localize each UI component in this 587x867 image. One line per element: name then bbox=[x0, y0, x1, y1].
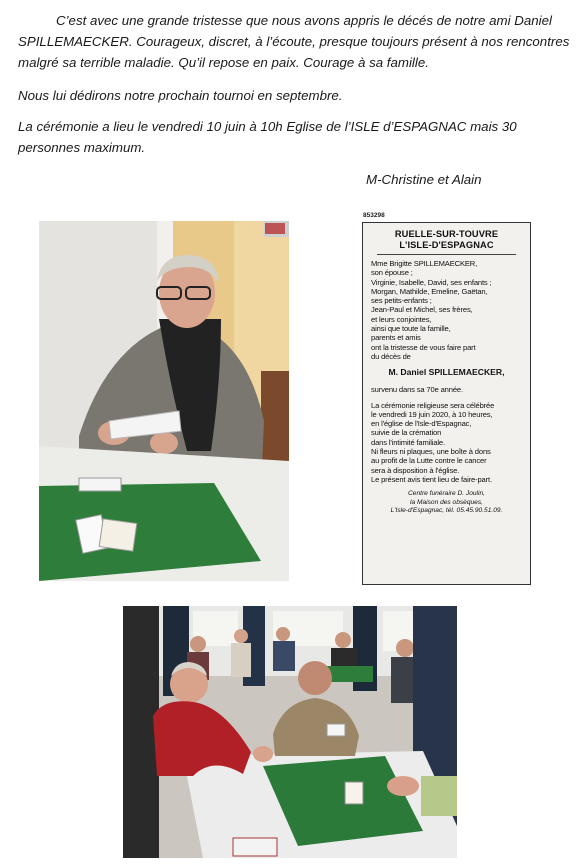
notice-line: et leurs conjointes, bbox=[371, 314, 432, 324]
notice-line: Ni fleurs ni plaques, une boîte à dons bbox=[371, 447, 491, 457]
signature: M-Christine et Alain bbox=[366, 172, 482, 187]
portrait-photo bbox=[39, 221, 289, 581]
notice-line: ainsi que toute la famille, bbox=[371, 324, 451, 334]
notice-reference: 853298 bbox=[363, 212, 385, 219]
funeral-home-line: la Maison des obsèques, bbox=[410, 498, 483, 506]
notice-line: ont la tristesse de vous faire part bbox=[371, 342, 476, 352]
notice-line: sera à disposition à l'église. bbox=[371, 465, 460, 475]
funeral-home-line: Centre funéraire D. Joulin, bbox=[408, 490, 485, 498]
notice-heading-2: L'ISLE-D'ESPAGNAC bbox=[399, 240, 494, 250]
notice-line: Le présent avis tient lieu de faire-part. bbox=[371, 474, 492, 484]
notice-ceremony-details bbox=[371, 401, 522, 485]
funeral-home-line: L'Isle-d'Espagnac, tél. 05.45.90.51.09. bbox=[390, 507, 503, 515]
notice-line: La cérémonie religieuse sera célébrée bbox=[371, 400, 495, 410]
notice-line: du décès de bbox=[371, 351, 411, 361]
notice-line: parents et amis bbox=[371, 333, 421, 343]
notice-divider bbox=[377, 254, 516, 255]
deceased-name: M. Daniel SPILLEMAECKER, bbox=[388, 367, 505, 378]
notice-line: ses petits-enfants ; bbox=[371, 296, 432, 306]
notice-line: en l'église de l'Isle-d'Espagnac, bbox=[371, 419, 472, 429]
notice-family-list bbox=[371, 259, 522, 361]
notice-heading-1: RUELLE-SUR-TOUVRE bbox=[394, 229, 499, 239]
death-notice bbox=[362, 222, 531, 585]
notice-line: Jean-Paul et Michel, ses frères, bbox=[371, 305, 473, 315]
letter-paragraph-3: La cérémonie a lieu le vendredi 10 juin à 10h Eglise de l’ISLE d’ESPAGNAC mais 30 personnes maximum. bbox=[18, 119, 517, 155]
notice-line: suivie de la crémation bbox=[371, 428, 442, 438]
group-photo bbox=[123, 606, 457, 858]
letter-paragraph-1: C’est avec une grande tristesse que nous avons appris le décés de notre ami Daniel SPILLEMAECKER. Courageux, discret, à l’écoute, presque toujours présent à nos rencontres malgré sa terrible maladie. Qu’il repose en paix. Courage à sa famille. bbox=[18, 13, 570, 70]
notice-line: Mme Brigitte SPILLEMAECKER, bbox=[371, 259, 478, 268]
notice-line: son épouse ; bbox=[371, 268, 413, 278]
notice-line: survenu dans sa 70e année. bbox=[371, 385, 463, 395]
notice-line: le vendredi 19 juin 2020, à 10 heures, bbox=[371, 409, 493, 419]
notice-line: Morgan, Mathilde, Emeline, Gaëtan, bbox=[371, 286, 488, 296]
notice-line: Virginie, Isabelle, David, ses enfants ; bbox=[371, 277, 492, 287]
notice-line: au profit de la Lutte contre le cancer bbox=[371, 456, 487, 466]
notice-line: dans l'intimité familiale. bbox=[371, 437, 445, 447]
letter-paragraph-2: Nous lui dédirons notre prochain tournoi en septembre. bbox=[18, 88, 343, 103]
